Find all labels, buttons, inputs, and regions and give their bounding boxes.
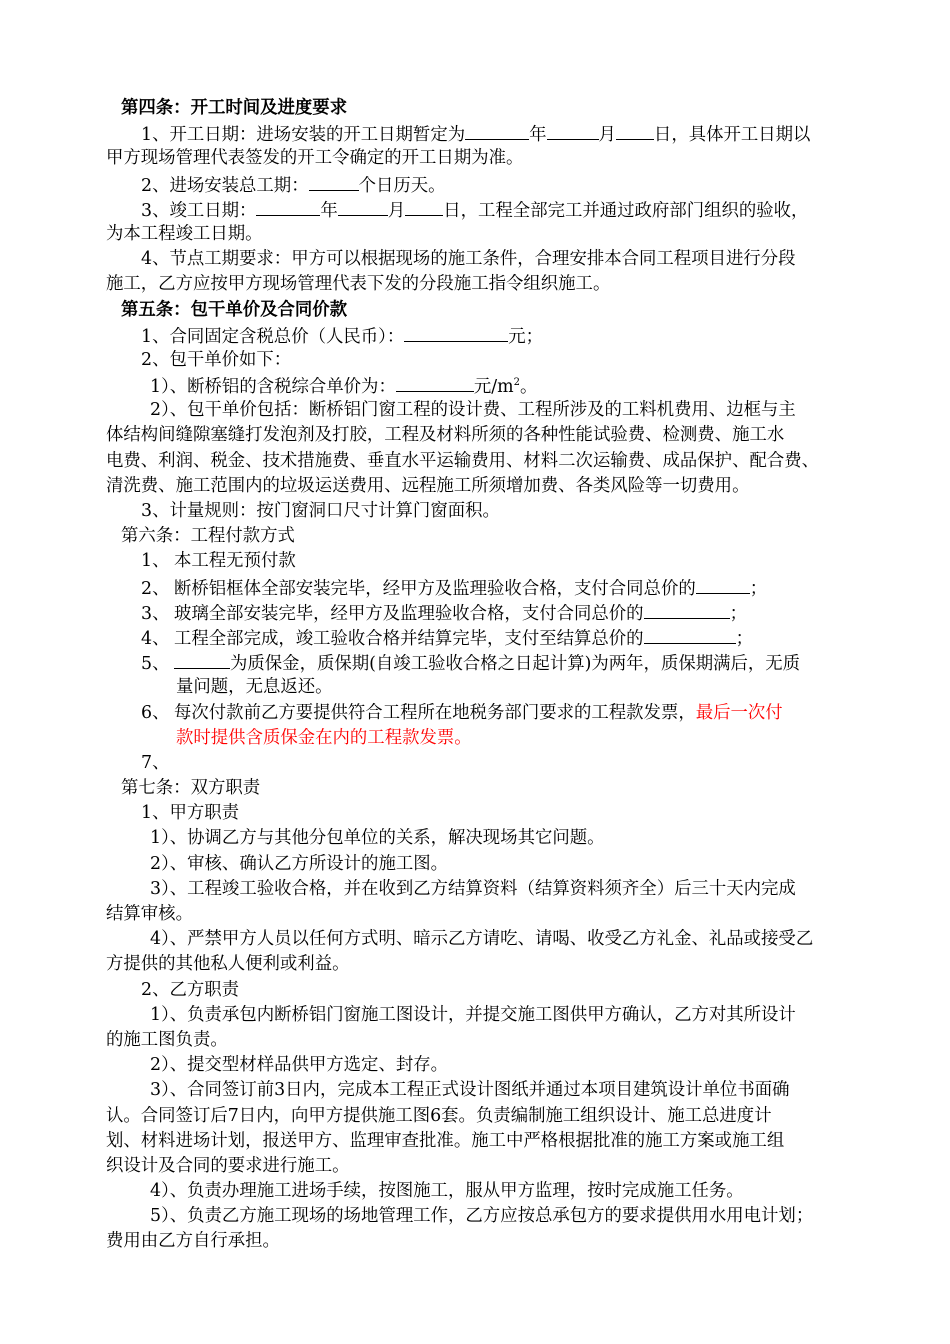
paragraph-line: 施工，乙方应按甲方现场管理代表下发的分段施工指令组织施工。 [106, 274, 611, 295]
year-blank[interactable] [256, 197, 320, 216]
paragraph-line: 为本工程竣工日期。 [106, 223, 263, 244]
list-item: 4、 工程全部完成，竣工验收合格并结算完毕，支付至结算总价的 ； [106, 625, 852, 650]
month-blank[interactable] [338, 197, 388, 216]
section-5-title: 第五条：包干单价及合同价款 [121, 299, 348, 320]
paragraph-line: 4）、负责办理施工进场手续，按图施工，服从甲方监理，按时完成施工任务。 [150, 1181, 744, 1202]
total-price-line: 1、合同固定含税总价（人民币）： 元； [106, 323, 852, 348]
paragraph-line: 体结构间缝隙塞缝打发泡剂及打胶，工程及材料所须的各种性能试验费、检测费、施工水 [106, 425, 785, 446]
duration-blank[interactable] [309, 172, 359, 191]
list-item: 7、 [141, 752, 170, 773]
day-blank[interactable] [616, 121, 654, 140]
retention-blank[interactable] [174, 650, 230, 669]
paragraph-line: 3、计量规则：按门窗洞口尺寸计算门窗面积。 [141, 501, 500, 521]
paragraph-line: 3）、工程竣工验收合格，并在收到乙方结算资料（结算资料须齐全）后三十天内完成 [150, 878, 796, 899]
paragraph-line: 2）、审核、确认乙方所设计的施工图。 [150, 853, 449, 874]
paragraph-line: 2）、提交型材样品供甲方选定、封存。 [150, 1055, 449, 1076]
contract-page [106, 96, 852, 1255]
list-item: 1、 本工程无预付款 [141, 551, 296, 572]
paragraph-line: 2、包干单价如下： [141, 349, 292, 370]
total-price-blank[interactable] [404, 323, 508, 342]
paragraph-line: 清洗费、施工范围内的垃圾运送费用、远程施工所须增加费、各类风险等一切费用。 [106, 475, 750, 496]
paragraph-line: 4、节点工期要求：甲方可以根据现场的施工条件，合理安排本合同工程项目进行分段 [141, 249, 796, 270]
paragraph-line: 3）、合同签订前3日内，完成本工程正式设计图纸并通过本项目建筑设计单位书面确 [150, 1080, 790, 1101]
highlighted-text: 最后一次付 [695, 702, 783, 723]
percent-blank[interactable] [644, 625, 736, 644]
list-item: 6、 每次付款前乙方要提供符合工程所在地税务部门要求的工程款发票，最后一次付 [141, 702, 783, 723]
paragraph-line: 的施工图负责。 [106, 1029, 228, 1050]
subsection-title: 1、甲方职责 [141, 803, 240, 824]
paragraph-line: 2）、包干单价包括：断桥铝门窗工程的设计费、工程所涉及的工料机费用、边框与主 [150, 400, 796, 421]
paragraph-line: 划、材料进场计划，报送甲方、监理审查批准。施工中严格根据批准的施工方案或施工组 [106, 1130, 785, 1151]
year-blank[interactable] [465, 121, 529, 140]
paragraph-line: 5）、负责乙方施工现场的场地管理工作，乙方应按总承包方的要求提供用水用电计划； [150, 1206, 814, 1227]
completion-date-line: 3、竣工日期： 年 月 日，工程全部完工并通过政府部门组织的验收， [106, 197, 852, 222]
paragraph-line: 费用由乙方自行承担。 [106, 1231, 280, 1252]
paragraph-line: 甲方现场管理代表签发的开工令确定的开工日期为准。 [106, 148, 524, 169]
paragraph-line: 结算审核。 [106, 904, 193, 924]
paragraph-line: 4）、严禁甲方人员以任何方式明、暗示乙方请吃、请喝、收受乙方礼金、礼品或接受乙 [150, 929, 814, 950]
subsection-title: 2、乙方职责 [141, 979, 240, 1000]
list-item: 3、 玻璃全部安装完毕，经甲方及监理验收合格，支付合同总价的 ； [106, 600, 852, 625]
duration-line: 2、进场安装总工期： 个日历天。 [106, 172, 852, 197]
unit-price-blank[interactable] [396, 373, 474, 392]
day-blank[interactable] [405, 197, 443, 216]
unit-price-line: 1）、断桥铝的含税综合单价为： 元$/m^2$。 [106, 373, 852, 398]
paragraph-line: 方提供的其他私人便利或利益。 [106, 954, 350, 975]
section-4-title: 第四条：开工时间及进度要求 [121, 98, 348, 118]
percent-blank[interactable] [696, 575, 750, 594]
paragraph-line: 认。合同签订后7日内，向甲方提供施工图6套。负责编制施工组织设计、施工总进度计 [106, 1105, 772, 1126]
paragraph-line: 1）、协调乙方与其他分包单位的关系，解决现场其它问题。 [150, 828, 605, 849]
list-item: 2、 断桥铝框体全部安装完毕，经甲方及监理验收合格，支付合同总价的 ； [106, 575, 852, 600]
list-item: 5、 为质保金，质保期(自竣工验收合格之日起计算)为两年，质保期满后，无质 [106, 650, 852, 675]
section-7-title: 第七条：双方职责 [121, 778, 261, 799]
start-date-line: 1、开工日期：进场安装的开工日期暂定为 年 月 日，具体开工日期以 [106, 121, 852, 146]
highlighted-text: 款时提供含质保金在内的工程款发票。 [176, 727, 472, 748]
month-blank[interactable] [547, 121, 599, 140]
section-6-title: 第六条：工程付款方式 [121, 526, 295, 547]
paragraph-line: 织设计及合同的要求进行施工。 [106, 1155, 350, 1176]
paragraph-line: 1）、负责承包内断桥铝门窗施工图设计，并提交施工图供甲方确认，乙方对其所设计 [150, 1004, 796, 1025]
percent-blank[interactable] [644, 600, 730, 619]
paragraph-line: 电费、利润、税金、技术措施费、垂直水平运输费用、材料二次运输费、成品保护、配合费、 [106, 450, 820, 471]
list-item-continuation: 量问题，无息返还。 [176, 677, 333, 698]
